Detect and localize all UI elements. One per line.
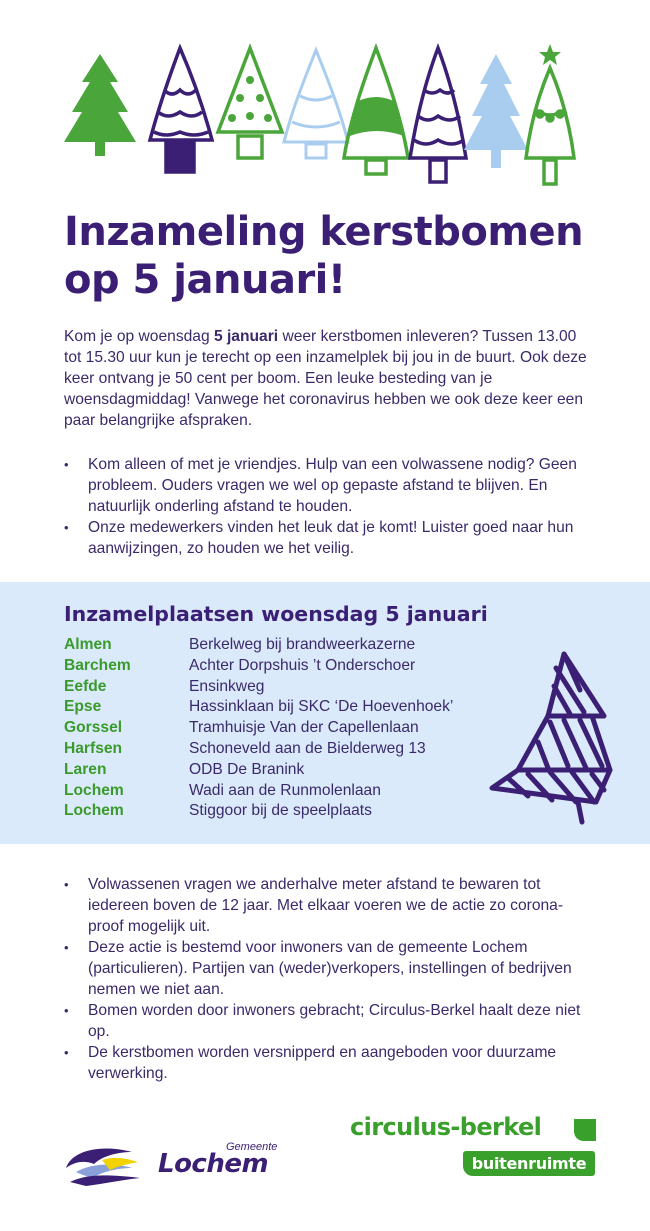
table-row [64,801,494,822]
town-name: Laren [64,760,107,778]
location-name: ODB De Branink [189,760,305,778]
location-name: Ensinkweg [189,677,265,695]
list-item: • Deze actie is bestemd voor inwoners van de gemeente Lochem (particulieren). Partijen van (weder)verkopers, instellingen of bedrijven nemen we niet aan. [64,937,594,1000]
locations-heading: Inzamelplaatsen woensdag 5 januari [64,602,488,626]
tree-icon [218,48,282,158]
title-line-1: Inzameling kerstbomen [64,209,584,255]
locations-table [64,635,494,822]
buitenruimte-badge: buitenruimte [463,1151,595,1176]
table-row [64,697,494,718]
christmas-trees-illustration [60,40,590,190]
intro-paragraph: Kom je op woensdag 5 januari weer kerstbomen inleveren? Tussen 13.00 tot 15.30 uur kun je terecht op een inzamelplek bij jou in de buurt. Ook deze keer ontvang je 50 cent per boom. Een leuke besteding van je woensdagmiddag! Vanwege het coronavirus hebben we ook deze keer een paar belangrijke afspraken. [64,328,587,429]
tree-icon [150,48,212,172]
tree-icon [344,48,408,174]
table-row [64,718,494,739]
tree-icon [284,50,348,158]
location-name: Wadi aan de Runmolenlaan [189,781,381,799]
tree-icon [526,44,574,184]
date-highlight: 5 januari [213,328,279,345]
location-name: Berkelweg bij brandweerkazerne [189,636,416,653]
town-name: Lochem [64,781,124,799]
leaf-icon [574,1119,596,1141]
town-name: Epse [64,698,102,716]
location-name: Hassinklaan bij SKC ‘De Hoevenhoek’ [189,698,454,716]
gemeente-label: Gemeente [226,1141,278,1153]
town-name: Lochem [64,802,124,820]
town-name: Eefde [64,677,107,695]
table-row [64,635,494,656]
town-name: Barchem [64,656,131,674]
list-item: • Bomen worden door inwoners gebracht; Circulus-Berkel haalt deze niet op. [64,1000,594,1042]
table-row [64,760,494,781]
lochem-wordmark: Lochem [158,1149,269,1179]
list-item: • Onze medewerkers vinden het leuk dat je komt! Luister goed naar hun aanwijzingen, zo houden we het veilig. [64,517,594,559]
rules-list-bottom [64,874,594,1084]
town-name: Almen [64,636,112,653]
table-row [64,739,494,760]
table-row [64,677,494,698]
list-item: • Kom alleen of met je vriendjes. Hulp van een volwassene nodig? Geen probleem. Ouders vragen we wel op gepaste afstand te blijven. En natuurlijk onderling afstand te houden. [64,454,594,517]
location-name: Stiggoor bij de speelplaats [189,802,372,820]
title-line-2: op 5 januari! [64,257,346,303]
town-name: Gorssel [64,719,123,737]
table-row [64,781,494,802]
list-item: • De kerstbomen worden versnipperd en aangeboden voor duurzame verwerking. [64,1042,594,1084]
location-name: Tramhuisje Van der Capellenlaan [189,719,419,737]
tree-icon [64,54,136,156]
page-title [64,208,604,304]
locations-section [0,582,650,844]
tree-icon [464,54,528,168]
tree-icon [410,48,466,182]
striped-tree-icon [488,650,614,826]
table-row [64,656,494,677]
rules-list-top [64,454,594,559]
circulus-berkel-wordmark: circulus-berkel [350,1113,542,1141]
list-item: • Volwassenen vragen we anderhalve meter afstand te bewaren tot iedereen boven de 12 jaar. Met elkaar voeren we de actie zo corona-proof mogelijk uit. [64,874,594,937]
location-name: Achter Dorpshuis ’t Onderschoer [189,656,416,674]
location-name: Schoneveld aan de Bielderweg 13 [189,739,426,757]
town-name: Harfsen [64,739,123,757]
